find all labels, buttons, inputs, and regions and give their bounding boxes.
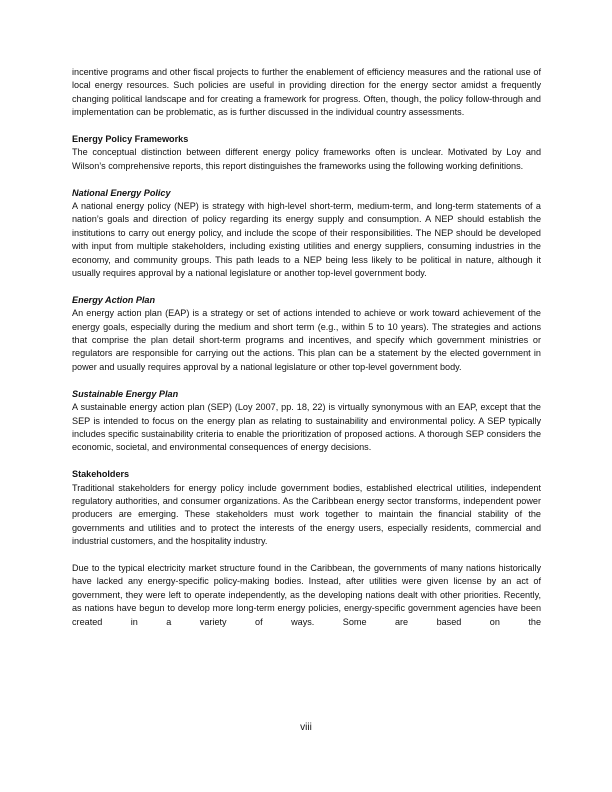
spacer <box>72 549 541 562</box>
heading-energy-action-plan: Energy Action Plan <box>72 294 156 305</box>
paragraph-national-energy-policy: A national energy policy (NEP) is strategy with high-level short-term, medium-term, and long-term statements of a nation’s goals and direction of policy regarding its energy supply and consumption. A NEP should establish the institutions to carry out energy policy, and include the scope of their responsibilities. The NEP should be developed with input from multiple stakeholders, including existing utilities and energy suppliers, consuming industries in the economy, and community groups. This path leads to a NEP being less likely to be political in nature, although it usually requires approval by a national legislature or another top-level government body. <box>72 201 541 279</box>
paragraph-stakeholders: Traditional stakeholders for energy policy include government bodies, established electrical utilities, independent regulatory authorities, and consumer organizations. As the Caribbean energy sector transforms, independent power producers are emerging. These stakeholders must work together to maintain the financial stability of the governments and utilities and to protect the interests of the energy users, especially residents, commercial and industrial customers, and the hospitality industry. <box>72 482 541 547</box>
spacer <box>72 374 541 387</box>
heading-sustainable-energy-plan: Sustainable Energy Plan <box>72 388 179 399</box>
paragraph-energy-policy-frameworks: The conceptual distinction between different energy policy frameworks often is unclear. Motivated by Loy and Wilson’s comprehensive reports, this report distinguishes the frameworks using the following working definitions. <box>72 147 541 171</box>
spacer <box>72 455 541 468</box>
spacer <box>72 173 541 186</box>
page-number: viii <box>300 722 312 733</box>
heading-stakeholders: Stakeholders <box>72 469 130 480</box>
spacer <box>72 120 541 133</box>
intro-paragraph: incentive programs and other fiscal projects to further the enablement of efficiency measures and the rational use of local energy resources. Such policies are useful in providing direction for the energy sector amidst a frequently changing political landscape and for creating a framework for progress. Often, though, the policy follow-through and implementation can be problematic, as is further discussed in the individual country assessments. <box>72 67 541 118</box>
document-page <box>72 66 541 629</box>
heading-national-energy-policy: National Energy Policy <box>72 187 171 198</box>
spacer <box>72 280 541 293</box>
paragraph-sustainable-energy-plan: A sustainable energy action plan (SEP) (Loy 2007, pp. 18, 22) is virtually synonymous with an EAP, except that the SEP is intended to focus on the energy plan as relating to sustainability and environmental policy. A SEP typically includes specific sustainability criteria to enable the prioritization of proposed actions. A thorough SEP considers the economic, societal, and environmental consequences of energy decisions. <box>72 402 541 453</box>
paragraph-energy-action-plan: An energy action plan (EAP) is a strategy or set of actions intended to achieve or work toward achievement of the energy goals, especially during the medium and short term (e.g., within 5 to 10 years). The strategies and actions that comprise the plan detail short-term programs and incentives, and specify which government ministries or regulators are responsible for carrying out the actions. This plan can be a statement by the elected government in power and usually requires approval by a national legislature or other top-level government body. <box>72 308 541 372</box>
closing-paragraph: Due to the typical electricity market structure found in the Caribbean, the governments of many nations historically have lacked any energy-specific policy-making bodies. Instead, after utilities were given license by an act of government, they were left to operate independently, as the developing nations dealt with other priorities. Recently, as nations have begun to develop more long-term energy policies, energy-specific government agencies have been created in a variety of ways. Some are based on the <box>72 562 541 627</box>
heading-energy-policy-frameworks: Energy Policy Frameworks <box>72 134 189 145</box>
